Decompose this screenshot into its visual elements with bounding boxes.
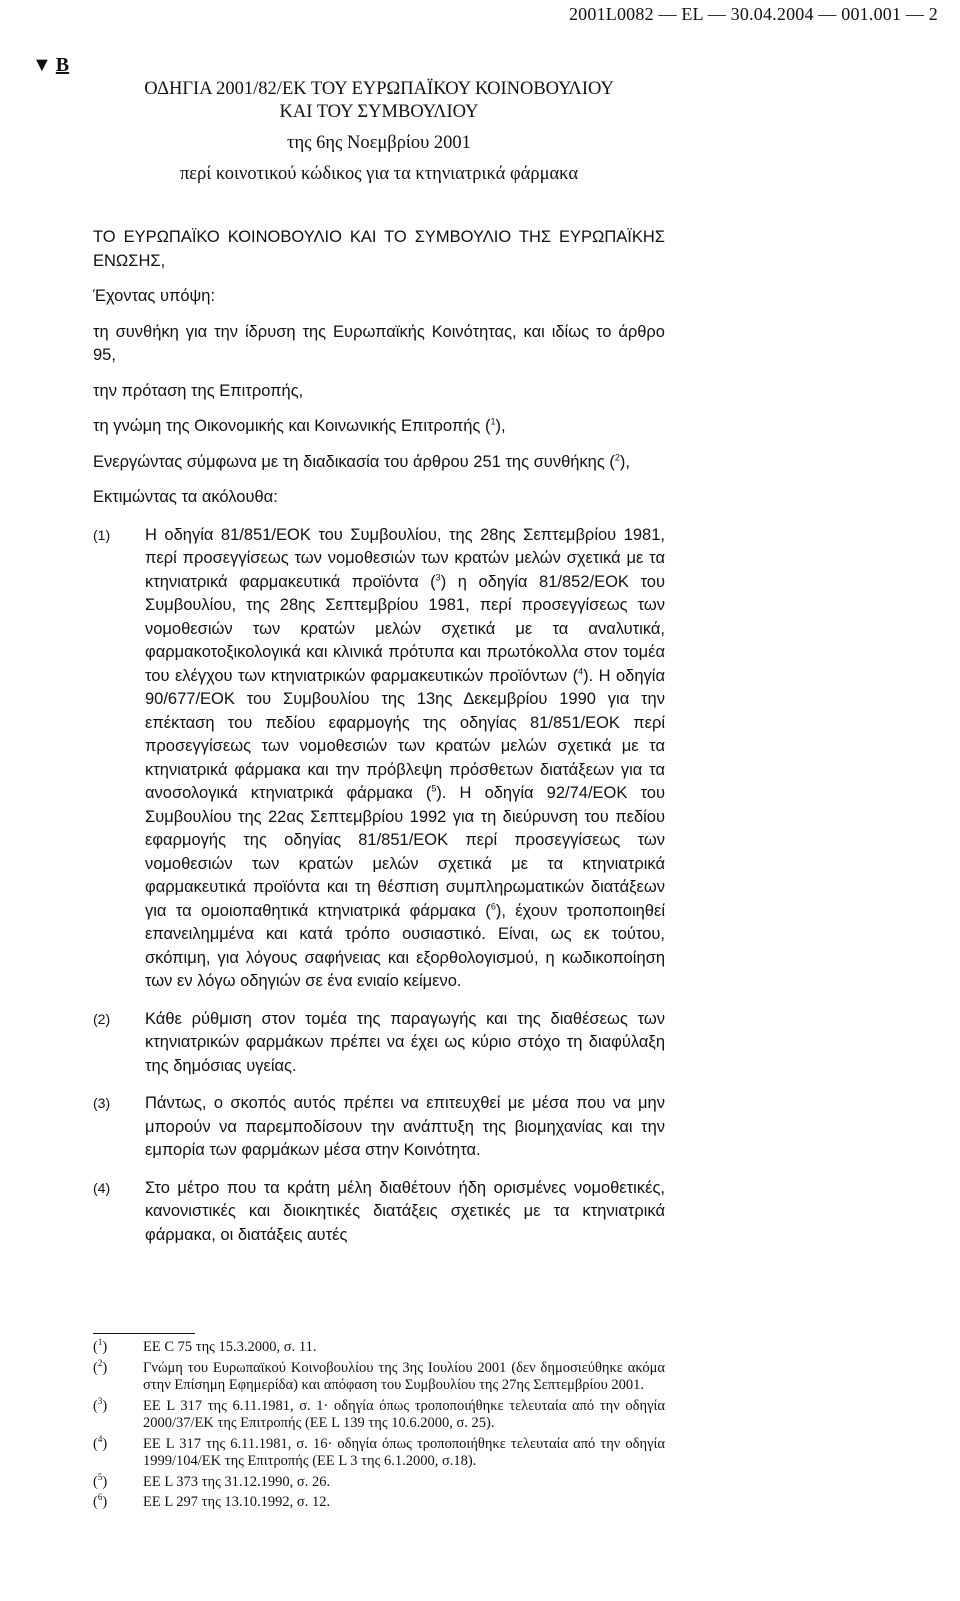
- directive-title-line-2: ΚΑΙ ΤΟΥ ΣΥΜΒΟΥΛΙΟΥ: [279, 102, 479, 122]
- recital-3: [93, 1092, 665, 1163]
- footnote-item: ($^1$) ΕΕ C 75 της 15.3.2000, σ. 11.: [93, 1339, 665, 1357]
- footnote-item: ($^2$) Γνώμη του Ευρωπαϊκού Κοινοβουλίου της 3ης Ιουλίου 2001 (δεν δημοσιεύθηκε ακόμα στην Επίσημη Εφημερίδα) και απόφαση του Συμβουλίου της 27ης Σεπτεμβρίου 2001.: [93, 1357, 665, 1393]
- recital-text: Η οδηγία 81/851/ΕΟΚ του Συμβουλίου, της 28ης Σεπτεμβρίου 1981, περί προσεγγίσεως των νομοθεσιών των κρατών μελών σχετικά με τα κτηνιατρικά φαρμακευτικά προϊόντα ($^3$) η οδηγία 81/852/ΕΟΚ του Συμβουλίου, της 28ης Σεπτεμβρίου 1981, περί προσεγγίσεως των νομοθεσιών των κρατών μελών σχετικά με τα αναλυτικά, φαρμακοτοξικολογικά και κλινικά πρότυπα και πρωτόκολλα στον τομέα του ελέγχου των κτηνιατρικών φαρμακευτικών προϊόντων ($^4$). Η οδηγία 90/677/ΕΟΚ του Συμβουλίου της 13ης Δεκεμβρίου 1990 για την επέκταση του πεδίου εφαρμογής της οδηγίας 81/851/ΕΟΚ περί προσεγγίσεως των νομοθεσιών των κρατών μελών σχετικά με τα κτηνιατρικά φάρμακα και την πρόβλεψη πρόσθετων διατάξεων για τα ανοσολογικά κτηνιατρικά φάρμακα ($^5$). Η οδηγία 92/74/ΕΟΚ του Συμβουλίου της 22ας Σεπτεμβρίου 1992 για τη διεύρυνση του πεδίου εφαρμογής της οδηγίας 81/851/ΕΟΚ περί προσεγγίσεως των νομοθεσιών των κρατών μελών σχετικά με τα κτηνιατρικά φαρμακευτικά προϊόντα και τη θέσπιση συμπληρωματικών διατάξεων για τα ομοιοπαθητικά κτηνιατρικά φάρμακα ($^6$), έχουν τροποποιηθεί επανειλημμένα και κατά τρόπο ουσιαστικό. Είναι, ως εκ τούτου, σκόπιμη, για λόγους σαφήνειας και εξορθολογισμού, η κωδικοποίηση των εν λόγω οδηγιών σε ένα ενιαίο κείμενο.: [145, 525, 666, 990]
- footnote-mark: 1: [97, 1337, 103, 1348]
- directive-subject: περί κοινοτικού κώδικος για τα κτηνιατρικά φάρμακα: [179, 164, 579, 184]
- title-block: [93, 78, 665, 186]
- footnote-mark: 4: [97, 1433, 103, 1444]
- footnote-text: ΕΕ L 317 της 6.11.1981, σ. 16· οδηγία όπως τροποποιήθηκε τελευταία από την οδηγία 1999/104/ΕΚ της Επιτροπής (ΕΕ L 3 της 6.1.2000, σ.18).: [143, 1435, 665, 1469]
- recital-1: [93, 524, 665, 994]
- enacting-institutions: ΤΟ ΕΥΡΩΠΑΪΚΟ ΚΟΙΝΟΒΟΥΛΙΟ ΚΑΙ ΤΟ ΣΥΜΒΟΥΛΙΟ ΤΗΣ ΕΥΡΩΠΑΪΚΗΣ ΕΝΩΣΗΣ,: [93, 228, 665, 270]
- recital-number: (3): [93, 1095, 111, 1111]
- triangle-down-icon: ▼: [32, 54, 52, 76]
- consolidation-marker: [32, 54, 69, 77]
- footnote-item: ($^6$) ΕΕ L 297 της 13.10.1992, σ. 12.: [93, 1494, 665, 1512]
- document-body: [93, 78, 665, 1247]
- footnote-text: ΕΕ L 297 της 13.10.1992, σ. 12.: [143, 1494, 331, 1510]
- recital-text: Στο μέτρο που τα κράτη μέλη διαθέτουν ήδη ορισμένες νομοθετικές, κανονιστικές και διοικητικές διατάξεις σχετικές με τα κτηνιατρικά φάρμακα, οι διατάξεις αυτές: [145, 1178, 665, 1244]
- footnote-text: ΕΕ L 373 της 31.12.1990, σ. 26.: [143, 1473, 331, 1490]
- recital-number: (2): [93, 1010, 111, 1027]
- having-regard-heading: Έχοντας υπόψη:: [93, 287, 216, 305]
- footnote-text: Γνώμη του Ευρωπαϊκού Κοινοβουλίου της 3ης Ιουλίου 2001 (δεν δημοσιεύθηκε ακόμα στην Επίσημη Εφημερίδα) και απόφαση του Συμβουλίου της 27ης Σεπτεμβρίου 2001.: [143, 1359, 665, 1393]
- document-reference-header: 2001L0082 — EL — 30.04.2004 — 001.001 — 2: [568, 4, 938, 24]
- recital-text: Πάντως, ο σκοπός αυτός πρέπει να επιτευχθεί με μέσα που να μην μπορούν να παρεμποδίσουν την ανάπτυξη της βιομηχανίας και την εμπορία των φαρμάκων μέσα στην Κοινότητα.: [145, 1094, 665, 1159]
- footnote-mark: 2: [97, 1357, 103, 1368]
- footnote-separator: [93, 1333, 195, 1334]
- footnote-text: ΕΕ L 317 της 6.11.1981, σ. 1· οδηγία όπως τροποποιήθηκε τελευταία από την οδηγία 2000/37/ΕΚ της Επιτροπής (ΕΕ L 139 της 10.6.2000, σ. 25).: [143, 1397, 665, 1431]
- footnote-ref: 4: [578, 666, 584, 676]
- footnote-item: ($^5$) ΕΕ L 373 της 31.12.1990, σ. 26.: [93, 1474, 665, 1492]
- footnote-mark: 3: [97, 1395, 103, 1406]
- directive-date: της 6ης Νοεμβρίου 2001: [287, 133, 471, 153]
- footnote-ref: 1: [490, 416, 496, 427]
- citation-treaty: τη συνθήκη για την ίδρυση της Ευρωπαϊκής Κοινότητας, και ιδίως το άρθρο 95,: [93, 322, 665, 364]
- recital-number: (1): [93, 526, 111, 543]
- recital-2: [93, 1008, 665, 1079]
- citation-procedure: Ενεργώντας σύμφωνα με τη διαδικασία του άρθρου 251 της συνθήκης ($^2$),: [93, 452, 630, 471]
- footnote-text: ΕΕ C 75 της 15.3.2000, σ. 11.: [143, 1339, 317, 1355]
- footnote-ref: 6: [490, 901, 496, 911]
- footnote-mark: 6: [97, 1492, 103, 1503]
- directive-title-line-1: ΟΔΗΓΙΑ 2001/82/ΕΚ ΤΟΥ ΕΥΡΩΠΑΪΚΟΥ ΚΟΙΝΟΒΟΥΛΙΟΥ: [144, 79, 614, 99]
- recital-number: (4): [93, 1179, 111, 1196]
- footnote-item: ($^4$) ΕΕ L 317 της 6.11.1981, σ. 16· οδηγία όπως τροποποιήθηκε τελευταία από την οδηγία 1999/104/ΕΚ της Επιτροπής (ΕΕ L 3 της 6.1.2000, σ.18).: [93, 1433, 665, 1469]
- citation-opinion: τη γνώμη της Οικονομικής και Κοινωνικής Επιτροπής ($^1$),: [93, 416, 506, 435]
- footnotes: [93, 1339, 665, 1515]
- footnote-mark: 5: [97, 1471, 103, 1482]
- footnote-ref: 5: [431, 783, 437, 794]
- recital-4: [93, 1177, 665, 1248]
- amendment-letter: B: [55, 54, 70, 76]
- footnote-ref: 3: [435, 572, 441, 582]
- citation-proposal: την πρόταση της Επιτροπής,: [93, 381, 304, 400]
- footnote-ref: 2: [614, 452, 620, 462]
- recital-text: Κάθε ρύθμιση στον τομέα της παραγωγής και της διαθέσεως των κτηνιατρικών φαρμάκων πρέπει να έχει ως κύριο στόχο τη διαφύλαξη της δημόσιας υγείας.: [145, 1009, 665, 1075]
- footnote-item: ($^3$) ΕΕ L 317 της 6.11.1981, σ. 1· οδηγία όπως τροποποιήθηκε τελευταία από την οδηγία 2000/37/ΕΚ της Επιτροπής (ΕΕ L 139 της 10.6.2000, σ. 25).: [93, 1395, 665, 1431]
- whereas-heading: Εκτιμώντας τα ακόλουθα:: [93, 488, 278, 506]
